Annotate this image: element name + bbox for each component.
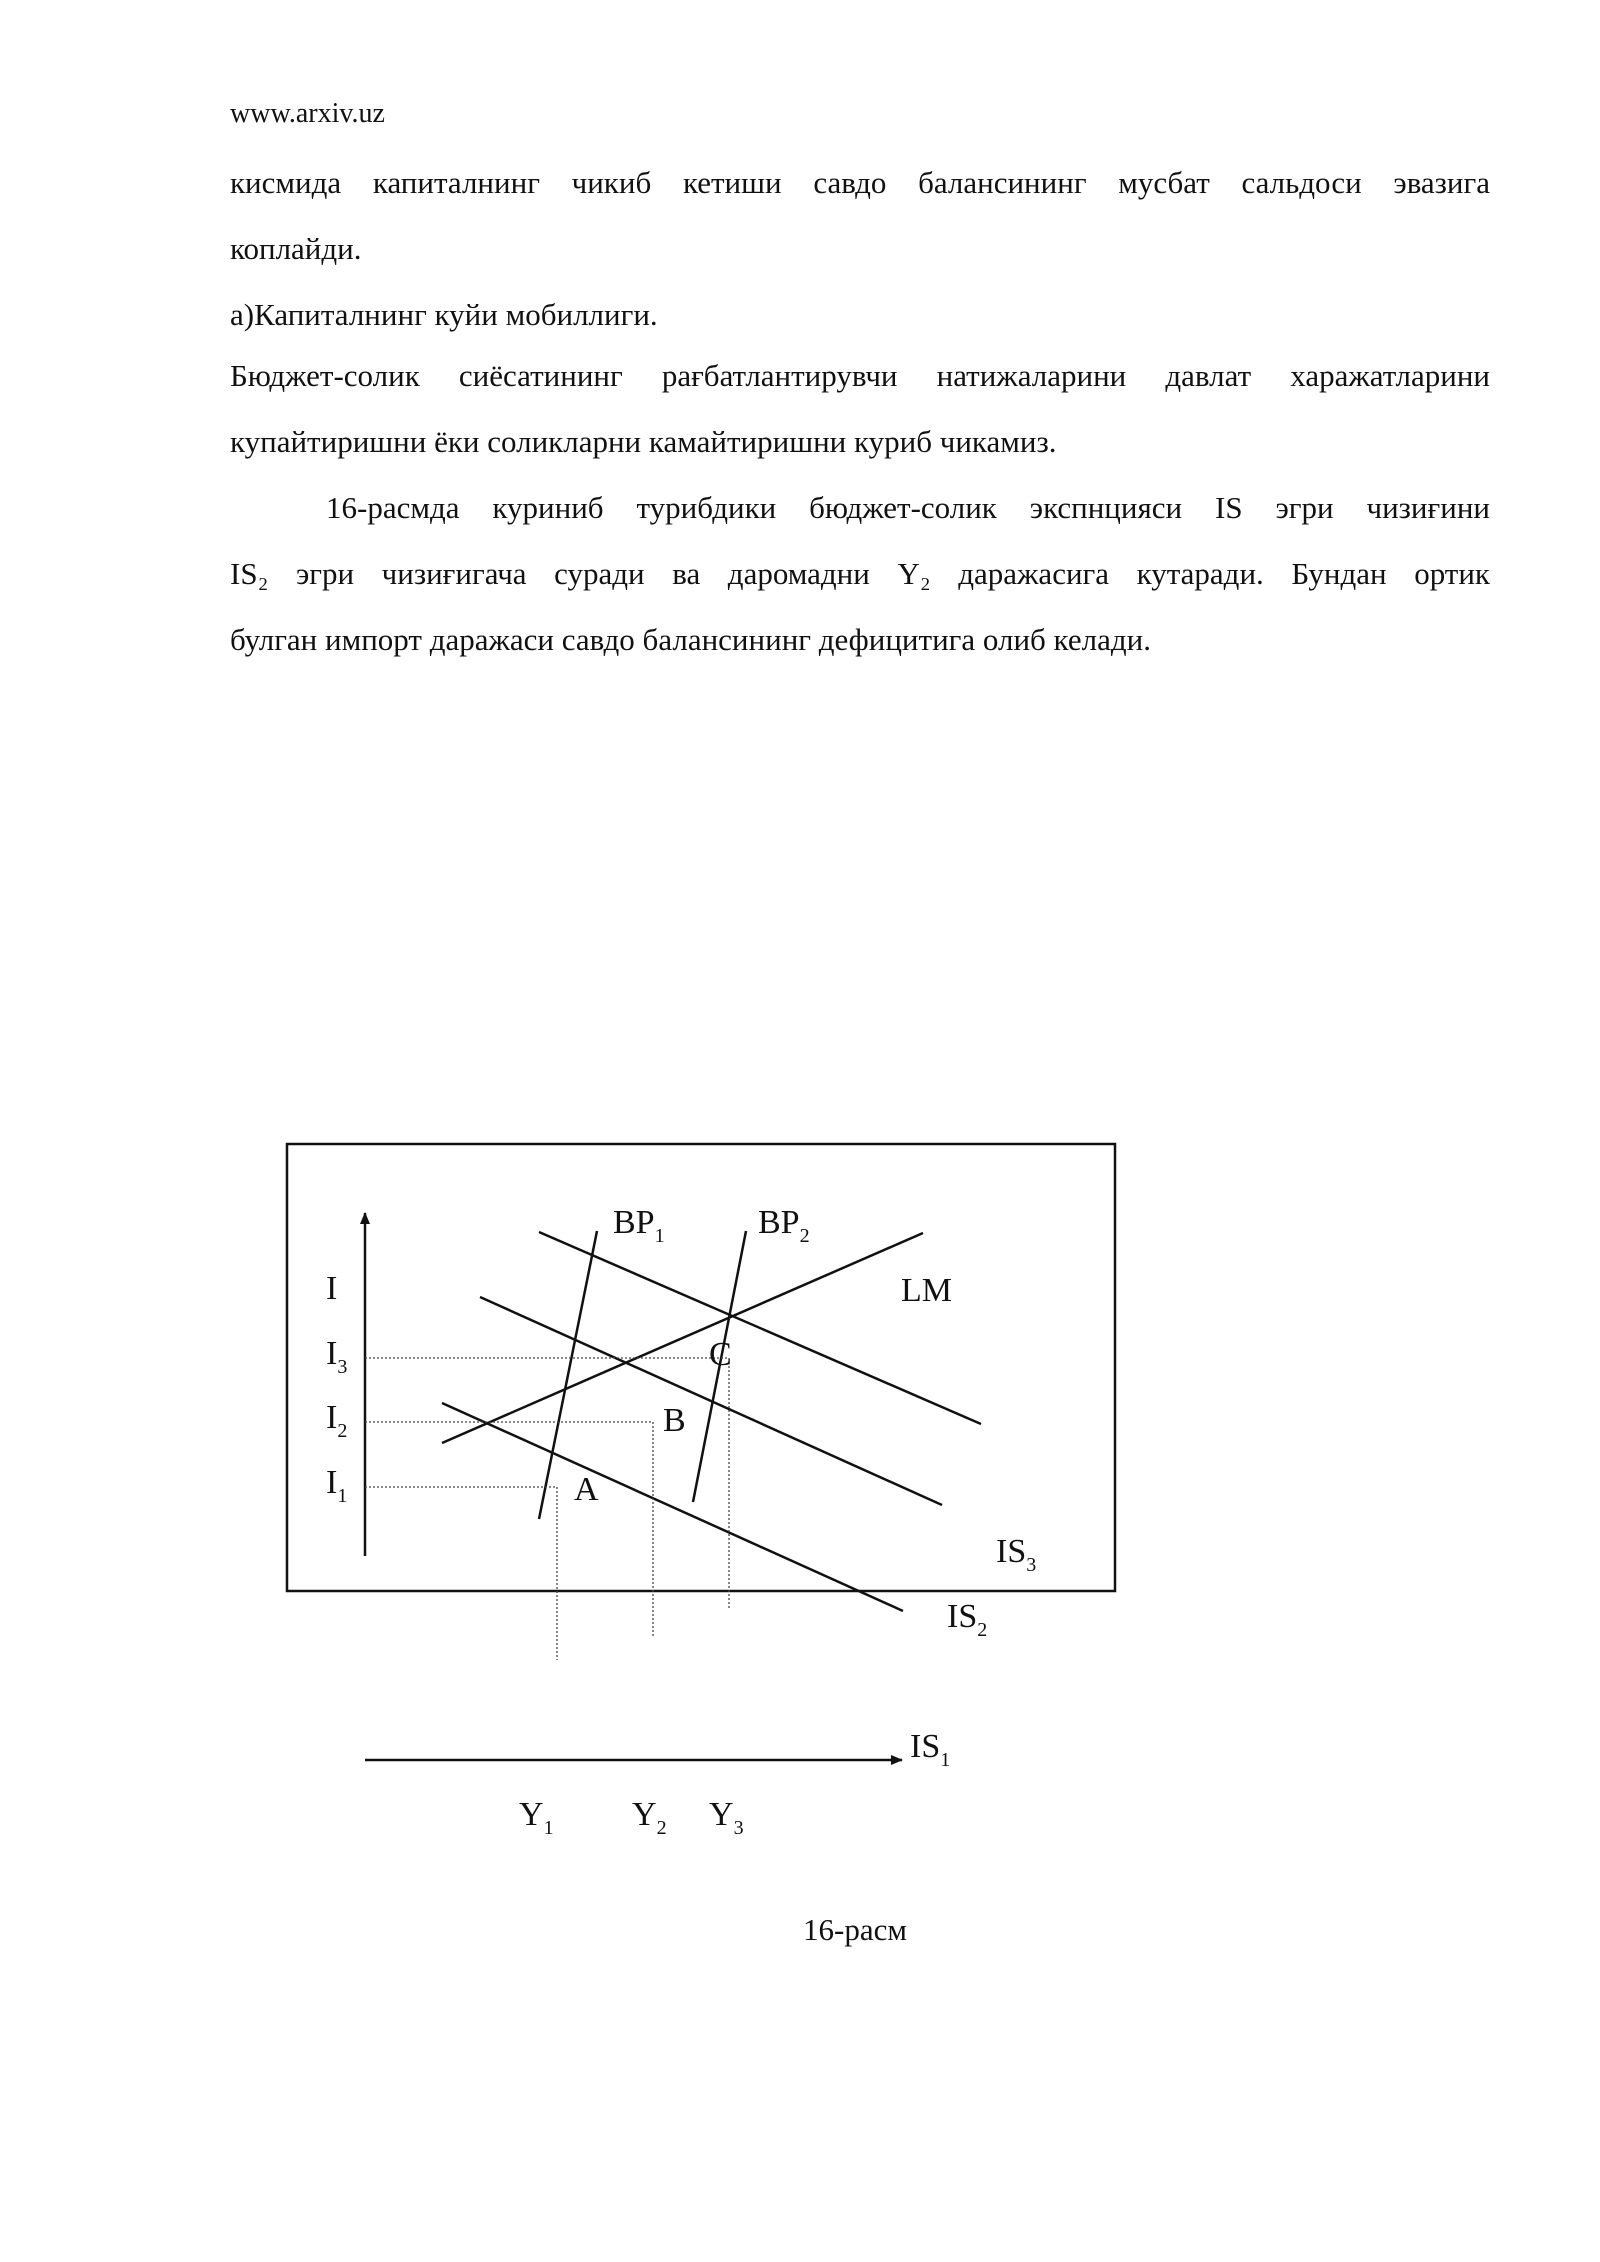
text-line: IS₂ эгри чизиғигача суради ва даромадни Y₂ даражасига кутаради. Бундан ортик [230,556,1490,591]
is1-label: $IS_1$ [910,1728,951,1771]
diagram-frame [287,1144,1115,1591]
i1-label: $I_1$ [326,1464,348,1507]
text-line: кисмида капиталнинг чикиб кетиши савдо балансининг мусбат сальдоси эвазига [230,165,1490,200]
y2-label: $Y_2$ [632,1796,667,1839]
is3-label: $IS_3$ [996,1533,1037,1576]
point-b-label: B [663,1402,686,1439]
bp1-label: $BP_1$ [613,1204,665,1247]
is3-line [539,1232,981,1424]
lm-label: LM [901,1272,952,1309]
point-a-label: A [574,1471,599,1508]
y-axis-label: I [326,1270,338,1307]
text-line: купайтиришни ёки соликларни камайтиришни куриб чикамиз. [230,424,1057,459]
text-line: Бюджет-солик сиёсатининг рағбатлантирувчи натижаларини давлат харажатларини [230,358,1490,393]
y3-label: $Y_3$ [709,1796,744,1839]
point-c-label: C [709,1336,732,1373]
i3-label: $I_3$ [326,1335,348,1378]
page-header-url: www.arxiv.uz [230,98,385,129]
y1-label: $Y_1$ [519,1796,554,1839]
figure-caption: 16-расм [803,1912,907,1947]
bp2-label: $BP_2$ [758,1204,810,1247]
text-line: коплайди. [230,231,362,266]
text-line: 16-расмда куриниб турибдики бюджет-солик экспнцияси IS эгри чизиғини [326,490,1490,525]
is2-label: $IS_2$ [947,1598,988,1641]
text-line: булган импорт даражаси савдо балансининг дефицитига олиб келади. [230,622,1151,657]
text-line: а)Капиталнинг куйи мобиллиги. [230,297,658,332]
i2-label: $I_2$ [326,1399,348,1442]
